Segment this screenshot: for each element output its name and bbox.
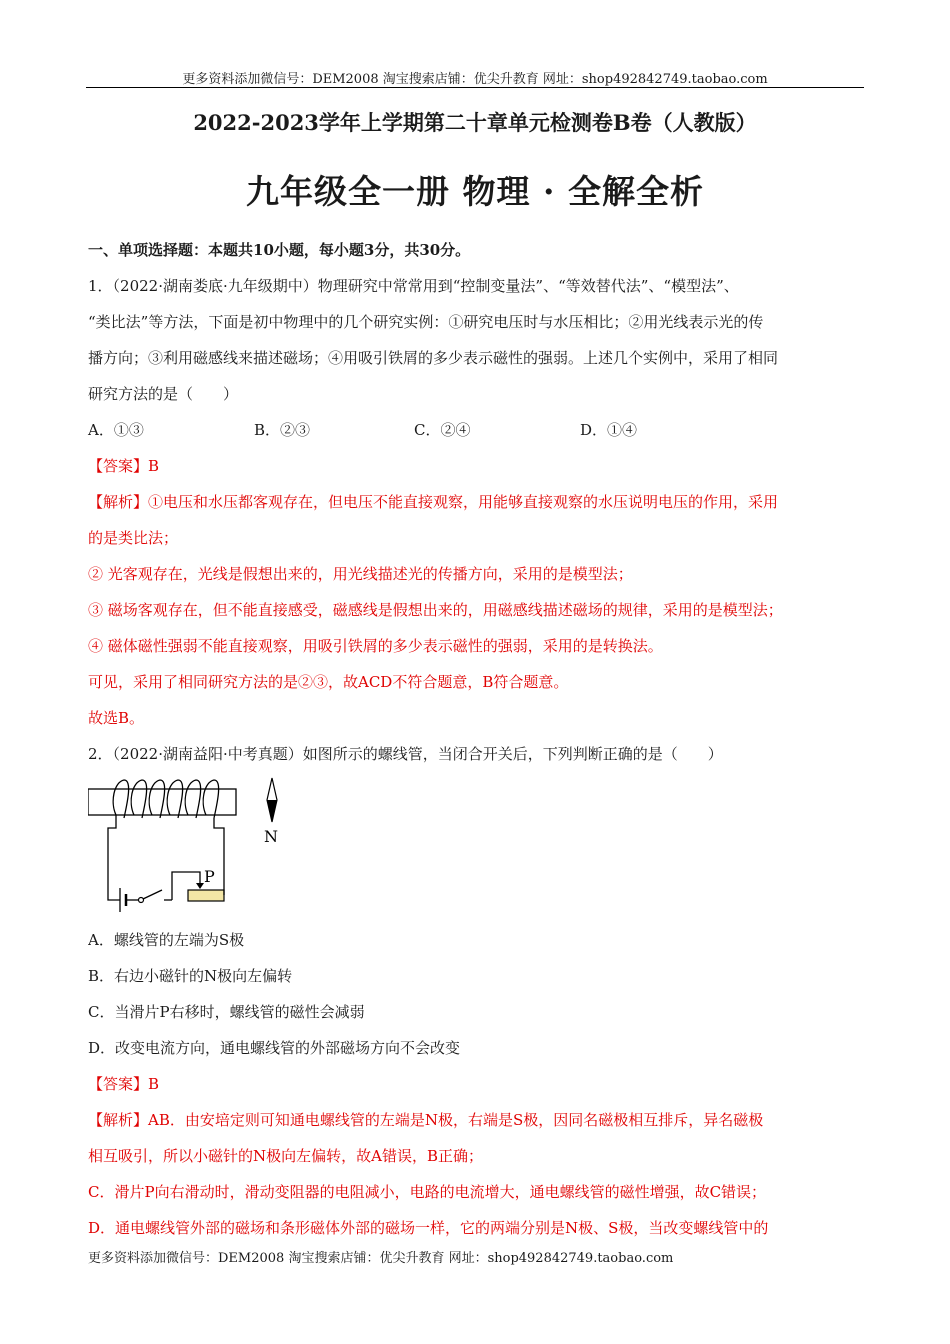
question-2-option-c: C．当滑片P右移时，螺线管的磁性会减弱 <box>88 1003 365 1021</box>
document-title: 2022-2023学年上学期第二十章单元检测卷B卷（人教版） <box>193 110 757 135</box>
question-2-option-d: D．改变电流方向，通电螺线管的外部磁场方向不会改变 <box>88 1039 461 1057</box>
footer-note: 更多资料添加微信号：DEM2008 淘宝搜索店铺：优尖升教育 网址：shop492842749.taobao.com <box>88 1251 674 1266</box>
question-1-analysis-line: ③ 磁场客观存在，但不能直接感受，磁感线是假想出来的，用磁感线描述磁场的规律，采用的是模型法； <box>88 601 783 619</box>
question-1-option-b: B．②③ <box>254 421 311 439</box>
question-2-analysis-line: D．通电螺线管外部的磁场和条形磁体外部的磁场一样，它的两端分别是N极、S极，当改变螺线管中的 <box>88 1219 769 1237</box>
switch <box>139 890 173 903</box>
question-1-stem-line: “类比法”等方法，下面是初中物理中的几个研究实例：①研究电压时与水压相比；②用光线表示光的传 <box>88 313 764 331</box>
question-2-analysis-line: 相互吸引，所以小磁针的N极向左偏转，故A错误，B正确； <box>88 1147 483 1165</box>
needle-label: N <box>264 827 278 846</box>
question-1 <box>88 268 858 736</box>
question-1-option-a: A．①③ <box>88 421 144 439</box>
section-heading: 一、单项选择题：本题共10小题，每小题3分，共30分。 <box>88 241 471 259</box>
slider-label: P <box>204 867 215 886</box>
question-1-analysis-line: 的是类比法； <box>88 529 179 547</box>
solenoid-circuit-diagram <box>88 772 308 922</box>
header-note: 更多资料添加微信号：DEM2008 淘宝搜索店铺：优尖升教育 网址：shop492842749.taobao.com <box>182 72 768 87</box>
rheostat <box>188 890 224 901</box>
question-1-analysis-line: 故选B。 <box>88 709 145 727</box>
slider-arrow <box>196 883 204 889</box>
question-1-answer: 【答案】B <box>88 457 160 475</box>
question-1-stem-line: 1．（2022·湖南娄底·九年级期中）物理研究中常常用到“控制变量法”、“等效替代法”、“模型法”、 <box>88 277 739 295</box>
question-2-analysis-line: C．滑片P向右滑动时，滑动变阻器的电阻减小，电路的电流增大，通电螺线管的磁性增强，故C错误； <box>88 1183 767 1201</box>
question-1-analysis-line: 【解析】①电压和水压都客观存在，但电压不能直接观察，用能够直接观察的水压说明电压的作用，采用 <box>88 493 779 511</box>
circuit-wire-right <box>214 818 224 895</box>
question-2-option-a: A．螺线管的左端为S极 <box>88 931 245 949</box>
question-1-options <box>88 412 858 448</box>
content-body <box>88 232 858 1246</box>
solenoid-circuit-figure <box>88 772 858 922</box>
circuit-wire-left <box>108 815 120 900</box>
question-1-option-c: C．②④ <box>414 421 471 439</box>
battery <box>120 888 126 912</box>
header-divider <box>86 87 864 88</box>
question-1-option-d: D．①④ <box>580 421 638 439</box>
question-2 <box>88 736 858 1246</box>
question-2-answer: 【答案】B <box>88 1075 160 1093</box>
question-2-stem: 2．（2022·湖南益阳·中考真题）如图所示的螺线管，当闭合开关后，下列判断正确的是（ ） <box>88 745 723 763</box>
compass-needle-icon <box>267 778 277 822</box>
question-2-option-b: B．右边小磁针的N极向左偏转 <box>88 967 293 985</box>
question-1-analysis-line: 可见，采用了相同研究方法的是②③，故ACD不符合题意，B符合题意。 <box>88 673 569 691</box>
question-1-analysis-line: ② 光客观存在，光线是假想出来的，用光线描述光的传播方向，采用的是模型法； <box>88 565 633 583</box>
document-subtitle: 九年级全一册 物理 · 全解全析 <box>246 172 704 211</box>
question-1-analysis-line: ④ 磁体磁性强弱不能直接观察，用吸引铁屑的多少表示磁性的强弱，采用的是转换法。 <box>88 637 663 655</box>
solenoid-coil <box>113 780 218 818</box>
question-2-analysis-line: 【解析】AB．由安培定则可知通电螺线管的左端是N极，右端是S极，因同名磁极相互排斥，异名磁极 <box>88 1111 764 1129</box>
question-1-stem-line: 播方向；③利用磁感线来描述磁场；④用吸引铁屑的多少表示磁性的强弱。上述几个实例中，采用了相同 <box>88 349 779 367</box>
question-1-stem-line: 研究方法的是（ ） <box>88 385 239 403</box>
